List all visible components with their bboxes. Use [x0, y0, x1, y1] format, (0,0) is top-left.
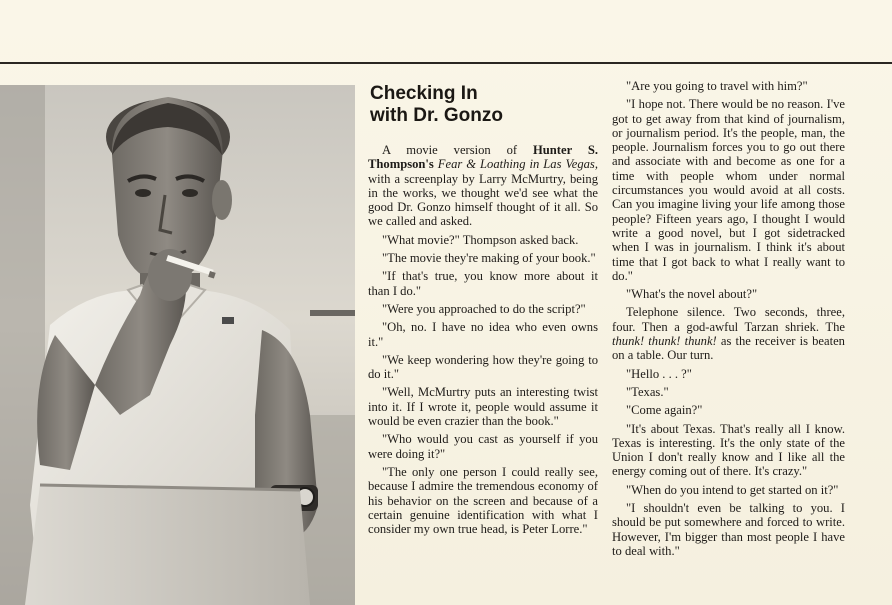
telephone-pre: Telephone silence. Two seconds, three, four. Then a god-awful Tarzan shriek. The [612, 305, 845, 334]
paragraph: "Oh, no. I have no idea who even owns it." [368, 320, 598, 349]
paragraph: "When do you intend to get started on it?" [626, 482, 839, 497]
headline-line-1: Checking In [370, 83, 478, 104]
paragraph: "I hope not. There would be no reason. I've got to get away from that kind of journalism, or journalism period. It's the people, man, the people. Journalism forces you to go out there and associate with and become as one for a time with people whom under normal circumstances you would avoid at all costs. Can you imagine living your life among those people? Fifteen years ago, I thought I would write a good novel, but I got sidetracked when I was in journalism. I think it's about time that I got back to what I really want to do." [612, 97, 845, 283]
article-headline [370, 83, 598, 127]
paragraph: "We keep wondering how they're going to do it." [368, 352, 598, 382]
lede-post: with a screenplay by Larry McMurtry, being in the works, we thought we'd see what the good Dr. Gonzo himself thought of it all. So we called and asked. [368, 171, 598, 229]
article-photo [0, 85, 355, 605]
lede-author: Hunter S. Thompson's [368, 143, 598, 172]
paragraph: "Well, McMurtry puts an interesting twist into it. If I wrote it, people would assume it would be even crazier than the book." [368, 385, 598, 429]
paragraph: "Texas." [626, 384, 669, 399]
lede-book-title: Fear & Loathing in Las Vegas, [437, 157, 598, 172]
lede-pre: A movie version of [382, 143, 533, 157]
paragraph: "Who would you cast as yourself if you were doing it?" [368, 432, 598, 461]
paragraph: "What movie?" Thompson asked back. [382, 232, 579, 247]
telephone-italic: thunk! thunk! thunk! [612, 334, 717, 349]
paragraph: "The only one person I could really see, because I admire the tremendous economy of his behavior on the screen and because of a certain genuine identification with what I consider my own true head, is Peter Lorre." [368, 464, 598, 537]
headline-line-2: with Dr. Gonzo [370, 105, 503, 126]
paragraph: "I shouldn't even be talking to you. I should be put somewhere and forced to write. However, I'm bigger than most people I have to deal with." [612, 501, 845, 558]
paragraph: "Are you going to travel with him?" [626, 79, 808, 93]
paragraph: "Come again?" [626, 403, 703, 418]
paragraph: "Were you approached to do the script?" [382, 301, 586, 316]
paragraph: "What's the novel about?" [626, 287, 758, 302]
telephone-post: as the receiver is beaten on a table. Our turn. [612, 334, 845, 363]
article-column-1 [368, 80, 598, 540]
telephone-paragraph [612, 305, 845, 362]
paragraph: "Hello . . . ?" [626, 366, 692, 381]
paragraph: "It's about Texas. That's really all I know. Texas is interesting. It's the only state of the Union I don't really know and I like all the energy coming out of there. It's crazy." [612, 421, 845, 479]
paragraph: "If that's true, you know more about it than I do." [368, 269, 598, 298]
lede-paragraph [368, 143, 598, 229]
article-column-2 [612, 79, 845, 562]
photo-illustration [0, 85, 355, 605]
paragraph: "The movie they're making of your book." [382, 251, 596, 266]
top-rule [0, 62, 892, 64]
